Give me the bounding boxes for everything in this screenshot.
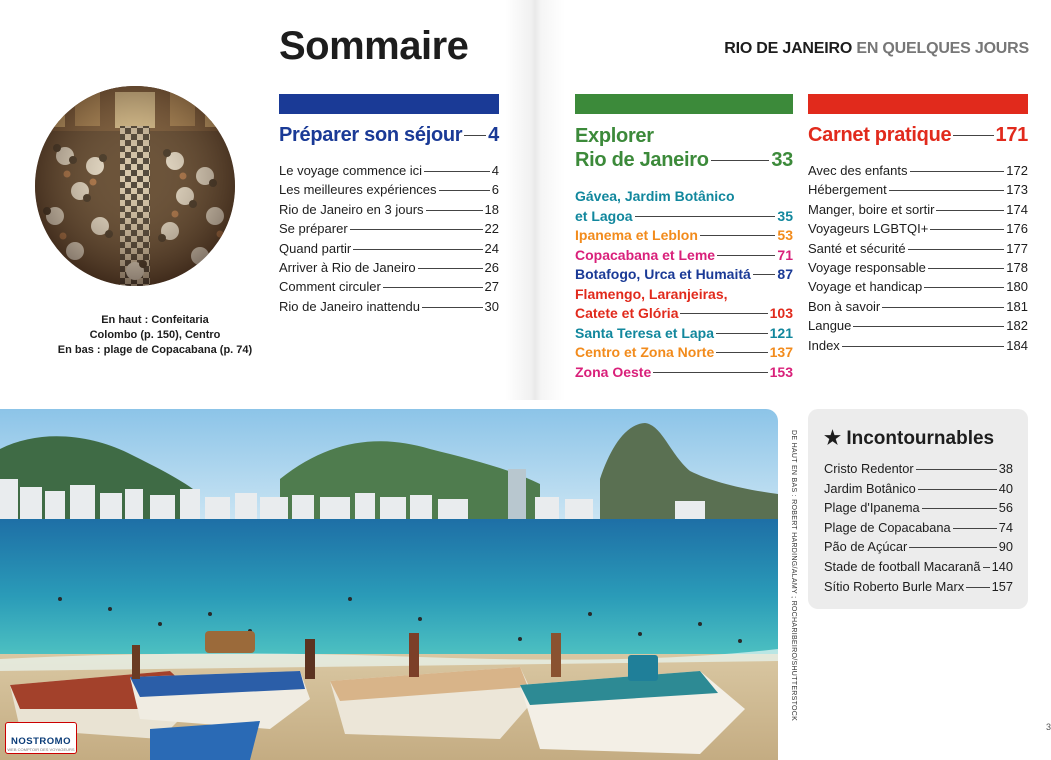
carnet-toc-entry[interactable] xyxy=(808,219,1028,238)
toc-entry-page: 137 xyxy=(769,344,793,360)
photo-credit: DE HAUT EN BAS : ROBERT HARDING/ALAMY ; ROCHARIBEIRO/SHUTTERSTOCK xyxy=(790,430,797,722)
leader-dots xyxy=(635,216,776,217)
toc-entry-label: Les meilleures expériences xyxy=(279,182,437,198)
toc-entry-label: Bon à savoir xyxy=(808,298,881,314)
toc-entry-page: 6 xyxy=(491,182,499,198)
toc-entry-page: 40 xyxy=(998,480,1013,496)
caption-line-1: En haut : Confeitaria xyxy=(101,314,209,326)
toc-entry-page: 180 xyxy=(1006,279,1028,295)
section-carnet-bar xyxy=(808,94,1028,114)
toc-entry-label: Plage de Copacabana xyxy=(824,519,951,535)
toc-entry-page: 182 xyxy=(1006,318,1028,334)
toc-entry-label: Pão de Açúcar xyxy=(824,539,908,555)
toc-entry-label: et Lagoa xyxy=(575,207,633,224)
toc-entry-label: Avec des enfants xyxy=(808,163,908,178)
explorer-toc-entry[interactable] xyxy=(575,285,793,324)
carnet-toc-entry[interactable] xyxy=(808,200,1028,219)
section-carnet xyxy=(808,94,1028,355)
running-head-accent: EN QUELQUES JOURS xyxy=(856,40,1029,57)
toc-entry-label: Stade de football Macaranã xyxy=(824,558,981,574)
leader-dots xyxy=(716,333,768,334)
toc-entry-label: Comment circuler xyxy=(279,279,381,295)
carnet-toc-entry[interactable] xyxy=(808,239,1028,258)
toc-entry-page: 174 xyxy=(1006,201,1028,217)
incontournables-toc-entry[interactable] xyxy=(824,537,1013,557)
publisher-logo-name: NOSTROMO xyxy=(11,736,71,747)
leader-dots xyxy=(882,307,1004,308)
leader-dots xyxy=(953,135,993,136)
explorer-toc-entry[interactable] xyxy=(575,363,793,383)
section-preparer-bar xyxy=(279,94,499,114)
cafe-interior-photo xyxy=(35,86,235,286)
toc-entry-page: 22 xyxy=(484,221,499,237)
section-carnet-heading[interactable] xyxy=(808,124,1028,147)
leader-dots xyxy=(653,372,767,373)
toc-entry-label: Voyageurs LGBTQI+ xyxy=(808,221,929,237)
carnet-toc-entry[interactable] xyxy=(808,161,1028,180)
toc-entry-label: Cristo Redentor xyxy=(824,461,914,476)
explorer-toc-entry[interactable] xyxy=(575,265,793,285)
incontournables-toc-entry[interactable] xyxy=(824,479,1013,499)
carnet-toc-entry[interactable] xyxy=(808,336,1028,355)
toc-entry-page: 71 xyxy=(777,246,793,263)
toc-entry-page: 30 xyxy=(484,298,499,314)
toc-entry-row xyxy=(575,207,793,227)
explorer-toc-entry[interactable] xyxy=(575,343,793,363)
leader-dots xyxy=(966,587,990,588)
toc-entry-label: Voyage et handicap xyxy=(808,279,923,295)
leader-dots xyxy=(700,235,776,236)
toc-entry-page: 18 xyxy=(484,201,499,217)
leader-dots xyxy=(909,547,997,548)
toc-entry-row xyxy=(575,363,793,383)
preparer-toc-entry[interactable] xyxy=(279,161,499,180)
toc-entry-page: 176 xyxy=(1006,221,1028,237)
preparer-toc-entry[interactable] xyxy=(279,200,499,219)
carnet-list xyxy=(808,161,1028,355)
leader-dots xyxy=(418,268,483,269)
toc-entry-label: Rio de Janeiro en 3 jours xyxy=(279,201,424,217)
section-preparer-heading[interactable] xyxy=(279,124,499,147)
leader-dots xyxy=(716,352,767,353)
leader-dots xyxy=(928,268,1004,269)
toc-entry-label: Botafogo, Urca et Humaitá xyxy=(575,266,751,282)
leader-dots xyxy=(711,160,770,161)
carnet-toc-entry[interactable] xyxy=(808,180,1028,199)
toc-entry-row xyxy=(575,324,793,344)
toc-entry-page: 27 xyxy=(484,279,499,295)
preparer-list xyxy=(279,161,499,316)
incontournables-list xyxy=(824,459,1013,596)
toc-entry-page: 4 xyxy=(491,163,499,178)
toc-entry-label: Ipanema et Leblon xyxy=(575,227,698,243)
running-head xyxy=(724,40,1029,58)
leader-dots xyxy=(464,135,486,136)
preparer-toc-entry[interactable] xyxy=(279,277,499,296)
toc-entry-page: 177 xyxy=(1006,240,1028,256)
toc-entry-label-line1: Gávea, Jardim Botânico xyxy=(575,188,735,204)
toc-entry-label: Voyage responsable xyxy=(808,260,926,276)
toc-entry-label: Arriver à Rio de Janeiro xyxy=(279,260,416,276)
incontournables-box xyxy=(808,409,1028,609)
leader-dots xyxy=(910,171,1005,172)
explorer-list xyxy=(575,187,793,382)
toc-entry-page: 157 xyxy=(991,578,1013,594)
page-title: Sommaire xyxy=(279,24,469,68)
toc-entry-label: Manger, boire et sortir xyxy=(808,201,935,217)
leader-dots xyxy=(424,171,490,172)
toc-entry-page: 173 xyxy=(1006,182,1028,198)
toc-entry-label: Centro et Zona Norte xyxy=(575,344,715,360)
leader-dots xyxy=(383,287,483,288)
toc-entry-label: Le voyage commence ici xyxy=(279,163,423,178)
toc-entry-page: 172 xyxy=(1006,163,1028,178)
preparer-toc-entry[interactable] xyxy=(279,180,499,199)
toc-entry-label: Jardim Botânico xyxy=(824,480,916,496)
toc-entry-row xyxy=(575,343,793,363)
leader-dots xyxy=(680,313,767,314)
explorer-toc-entry[interactable] xyxy=(575,324,793,344)
leader-dots xyxy=(924,287,1004,288)
toc-entry-page: 35 xyxy=(777,207,793,224)
toc-entry-page: 140 xyxy=(991,558,1013,574)
leader-dots xyxy=(908,249,1005,250)
preparer-toc-entry[interactable] xyxy=(279,297,499,316)
toc-entry-label: Santé et sécurité xyxy=(808,240,906,256)
section-explorer-heading[interactable] xyxy=(575,124,793,172)
leader-dots xyxy=(853,326,1004,327)
toc-entry-label: Langue xyxy=(808,318,852,334)
leader-dots xyxy=(918,489,997,490)
carnet-toc-entry[interactable] xyxy=(808,297,1028,316)
toc-entry-page: 178 xyxy=(1006,260,1028,276)
toc-entry-page: 53 xyxy=(777,227,793,243)
toc-entry-page: 121 xyxy=(769,324,793,341)
leader-dots xyxy=(983,567,990,568)
leader-dots xyxy=(889,190,1005,191)
toc-entry-label: Copacabana et Leme xyxy=(575,246,716,263)
toc-entry-label: Hébergement xyxy=(808,182,887,198)
toc-entry-label: Plage d'Ipanema xyxy=(824,500,920,516)
incontournables-toc-entry[interactable] xyxy=(824,518,1013,538)
toc-entry-page: 184 xyxy=(1006,337,1028,353)
explorer-heading-line1: Explorer xyxy=(575,125,654,147)
page-number: 3 xyxy=(1046,722,1051,732)
explorer-toc-entry[interactable] xyxy=(575,226,793,246)
toc-entry-page: 74 xyxy=(998,519,1013,535)
toc-entry-page: 56 xyxy=(998,500,1013,516)
incontournables-toc-entry[interactable] xyxy=(824,498,1013,518)
toc-entry-page: 153 xyxy=(769,363,793,380)
toc-entry-row xyxy=(575,304,793,324)
leader-dots xyxy=(842,346,1004,347)
toc-entry-page: 90 xyxy=(998,539,1013,555)
toc-entry-row xyxy=(575,265,793,285)
copacabana-beach-photo xyxy=(0,409,778,760)
incontournables-toc-entry[interactable] xyxy=(824,577,1013,597)
carnet-toc-entry[interactable] xyxy=(808,316,1028,335)
toc-entry-page: 26 xyxy=(484,260,499,276)
section-explorer-bar xyxy=(575,94,793,114)
explorer-toc-entry[interactable] xyxy=(575,246,793,266)
leader-dots xyxy=(936,210,1004,211)
toc-entry-label: Quand partir xyxy=(279,240,352,256)
incontournables-toc-entry[interactable] xyxy=(824,459,1013,479)
leader-dots xyxy=(922,508,997,509)
toc-entry-page: 24 xyxy=(484,240,499,256)
leader-dots xyxy=(953,528,997,529)
caption-line-3: En bas : plage de Copacabana (p. 74) xyxy=(57,344,253,356)
carnet-heading-label: Carnet pratique xyxy=(808,124,952,146)
preparer-heading-page: 4 xyxy=(488,124,499,146)
leader-dots xyxy=(753,274,776,275)
caption-line-2: Colombo (p. 150), Centro xyxy=(89,329,221,341)
carnet-toc-entry[interactable] xyxy=(808,277,1028,296)
toc-entry-row xyxy=(575,246,793,266)
leader-dots xyxy=(422,307,483,308)
leader-dots xyxy=(353,249,482,250)
preparer-toc-entry[interactable] xyxy=(279,219,499,238)
publisher-logo xyxy=(5,722,77,754)
toc-entry-page: 38 xyxy=(998,461,1013,476)
toc-entry-row xyxy=(575,226,793,246)
book-spine-shadow xyxy=(505,0,565,400)
leader-dots xyxy=(426,210,483,211)
toc-entry-page: 103 xyxy=(769,305,793,321)
toc-entry-label: Sítio Roberto Burle Marx xyxy=(824,578,965,594)
preparer-heading-label: Préparer son séjour xyxy=(279,124,463,146)
leader-dots xyxy=(930,229,1004,230)
toc-entry-page: 181 xyxy=(1006,298,1028,314)
preparer-toc-entry[interactable] xyxy=(279,258,499,277)
toc-entry-label: Zona Oeste xyxy=(575,363,652,380)
toc-entry-page: 87 xyxy=(777,266,793,282)
toc-entry-label: Rio de Janeiro inattendu xyxy=(279,298,420,314)
publisher-logo-sub: WEB COMPTOIR DES VOYAGEURS xyxy=(7,747,75,752)
toc-entry-label-line1: Flamengo, Laranjeiras, xyxy=(575,285,728,302)
carnet-heading-page: 171 xyxy=(995,124,1028,146)
photo-caption xyxy=(55,313,255,358)
star-icon: ★ xyxy=(824,428,842,449)
running-head-main: RIO DE JANEIRO xyxy=(724,40,853,57)
section-explorer xyxy=(575,94,793,382)
toc-entry-label: Index xyxy=(808,337,840,353)
leader-dots xyxy=(717,255,775,256)
incontournables-toc-entry[interactable] xyxy=(824,557,1013,577)
preparer-toc-entry[interactable] xyxy=(279,239,499,258)
explorer-toc-entry[interactable] xyxy=(575,187,793,226)
incontournables-heading xyxy=(824,427,1013,450)
incontournables-heading-label: Incontournables xyxy=(846,428,995,449)
toc-entry-label: Se préparer xyxy=(279,221,348,237)
toc-entry-label: Catete et Glória xyxy=(575,305,679,321)
explorer-heading-line2: Rio de Janeiro xyxy=(575,149,709,171)
explorer-heading-page: 33 xyxy=(771,149,793,171)
carnet-toc-entry[interactable] xyxy=(808,258,1028,277)
leader-dots xyxy=(350,229,483,230)
leader-dots xyxy=(916,469,997,470)
section-preparer xyxy=(279,94,499,316)
leader-dots xyxy=(439,190,490,191)
toc-entry-label: Santa Teresa et Lapa xyxy=(575,324,715,341)
